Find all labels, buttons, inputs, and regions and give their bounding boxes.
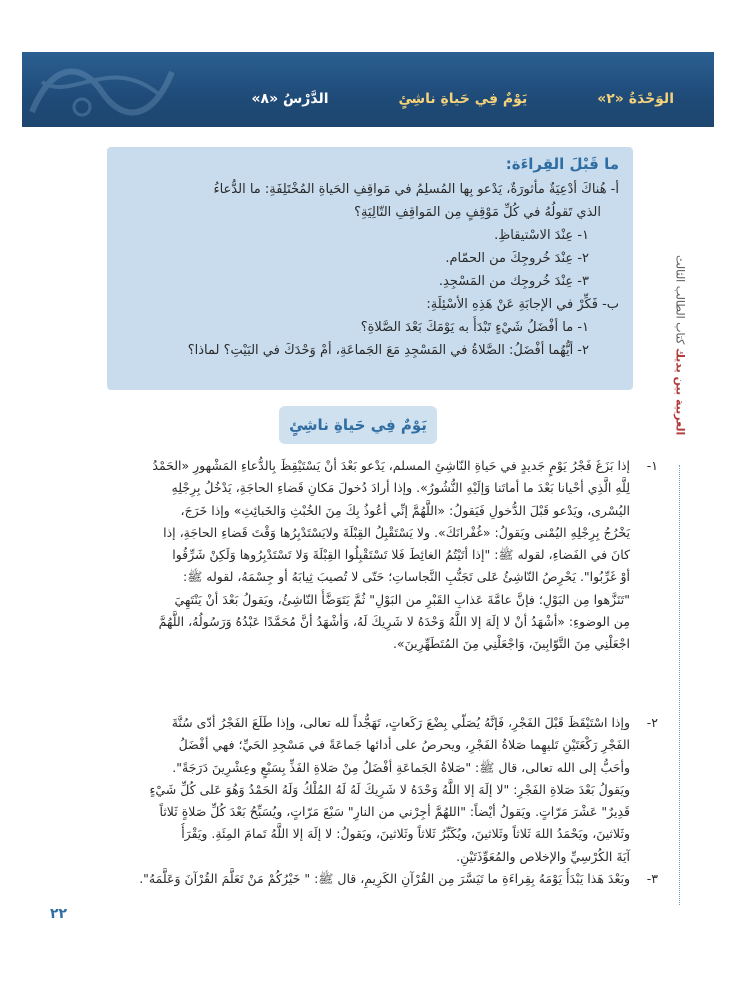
page-number: ٢٢ <box>50 906 68 922</box>
paragraph-number: ٣- <box>646 871 658 886</box>
reading-title: يَوْمٌ فِي حَياةِ ناشِئٍ <box>279 406 437 444</box>
paragraph-line: أوْ غَرِّبُوا". يَحْرِصُ النّاشِئُ عَلى تَجَنُّبِ النَّجاساتِ؛ حَتّى لا تُصيبَ ثِيابَهُ أو جِسْمَهُ، لقوله ﷺ: <box>183 569 630 585</box>
paragraph-line: مِن الوضوءِ: «أشْهَدُ أنْ لا إلَهَ إلا اللَّهُ وَحْدَهُ لا شَرِيكَ لَهُ، وَأشْهَدُ أنَّ مُحَمَّدًا عَبْدُهُ وَرَسُولُهُ، اللَّهُمَّ <box>158 614 630 630</box>
pre-reading-title: ما قَبْلَ القِراءَة: <box>505 155 619 173</box>
page-header <box>22 52 714 127</box>
paragraph-line: وبَعْدَ هَذا يَبْدَأُ يَوْمَهُ بِقِراءَةِ ما تَيَسَّرَ مِن القُرْآنِ الكَرِيمِ، قال ﷺ: " خَيْرُكُمْ مَنْ تَعَلَّمَ القُرْآنَ وَعَلَّمَهُ". <box>139 871 630 886</box>
pre-reading-line: الذي تَقولُهُ في كُلِّ مَوْقِفٍ مِن المَواقِفِ التّالِيَةِ؟ <box>354 205 601 220</box>
pre-reading-line: ٢- أيُّهُما أفْضَلُ: الصَّلاةُ في المَسْجِدِ مَعَ الجَماعَةِ، أمْ وَحْدَكَ في البَيْتِ؟ لماذا؟ <box>187 343 589 358</box>
unit-label: الوَحْدَةُ «٢» <box>597 91 674 107</box>
unit-title: يَوْمٌ فِي حَياةِ ناشِئٍ <box>398 91 528 107</box>
paragraph-number: ٢- <box>646 715 658 730</box>
paragraph-2 <box>78 712 658 868</box>
pre-reading-line: أ- هُناكَ أدْعِيَةٌ مأثورَةٌ، يَدْعو بِها المُسلِمُ في مَواقِفِ الحَياةِ المُخْتَلِفَةِ: ما الدُّعاءُ <box>213 182 619 197</box>
paragraph-line: "تَنَزَّهوا مِن البَوْلِ؛ فإنَّ عامَّةَ عَذابِ القَبْرِ من البَوْلِ" ثُمَّ يَتَوَضَّأُ النّاشِئُ، ويَقولُ بَعْدَ أنْ يَنْتَهِيَ <box>174 591 630 607</box>
paragraph-number: ١- <box>646 458 658 473</box>
paragraph-line: اليُسْرى، ويَدْعو قَبْلَ الدُّخولِ فَيَقولُ: «اللَّهُمَّ إنِّي أعُوذُ بِكَ مِنَ الخُبْثِ وَالخَبائِثِ» وإذا خَرَجَ، <box>180 502 630 518</box>
paragraph-3 <box>78 868 658 890</box>
paragraph-line: وأحَبُّ إلى الله تعالى، قال ﷺ: "صَلاةُ الجَماعَةِ أفْضَلُ مِنْ صَلاةِ الفَذِّ بِسَبْعٍ وعِشْرِينَ دَرَجَةً". <box>172 759 630 775</box>
paragraph-line: آيَةَ الكُرْسِيِّ والإخلاص والمُعَوِّذَتَيْنِ. <box>456 848 630 864</box>
paragraph-1 <box>78 455 658 656</box>
paragraph-line: كانَ في الفَضاءِ، لقوله ﷺ: "إذا أتَيْتُمُ الغائِطَ فَلا تَسْتَقْبِلُوا القِبْلَةَ وَلا تَسْتَدْبِرُوها وَلَكِنْ شَرِّقُوا <box>172 547 630 563</box>
paragraph-line: وإذا اسْتَيْقَظَ قَبْلَ الفَجْرِ، فَإنَّهُ يُصَلّي بِضْعَ رَكَعاتٍ، تَهَجُّداً لله تعالى، وإذا طَلَعَ الفَجْرُ أدّى سُنَّةَ <box>171 715 630 730</box>
paragraph-line: قَدِيرٌ" عَشْرَ مَرّاتٍ. ويَقولُ أيْضاً: "اللهُمَّ أجِرْني من النارِ" سَبْعَ مَرّاتٍ، ويُسَبِّحُ بَعْدَ كُلِّ صَلاةٍ ثَلاثاً <box>159 804 630 820</box>
paragraph-line: وثَلاثينَ، ويَحْمَدُ اللهَ ثَلاثاً وثَلاثينَ، ويُكَبِّرُ ثَلاثاً وثَلاثينَ، ويَقولُ: لا إلَهَ إلا اللَّهُ تَمامَ المِئَةِ. ويَقْرَأُ <box>181 826 630 842</box>
side-tab-text <box>674 255 687 435</box>
series-name: العربية بين يديك <box>673 347 687 436</box>
pre-reading-line: ١- ما أفْضَلُ شَيْءٍ تَبْدَأُ به يَوْمَكَ بَعْدَ الصَّلاةِ؟ <box>360 320 589 335</box>
book-name: كتاب الطالب الثالث <box>673 255 687 345</box>
side-divider <box>679 465 680 905</box>
paragraph-line: لِلَّهِ الَّذِي أحْيانا بَعْدَ ما أماتَنا وَإلَيْهِ النُّشُورُ». وإذا أرادَ دُخولَ مَكانِ قَضاءِ الحاجَةِ، يَدْخُلُ بِرِجْلِهِ <box>171 480 630 496</box>
paragraph-line: الفَجْرِ رَكْعَتَيْنِ تَليهِما صَلاةُ الفَجْرِ، ويحرصُ على أدائها جَماعَةً في مَسْجِدِ الحَيِّ؛ فهي أفْضَلُ <box>178 737 630 753</box>
paragraph-line: اجْعَلْنِي مِنَ التَّوّابِينَ، وَاجْعَلْنِي مِنَ المُتَطَهِّرِينَ». <box>392 636 630 652</box>
paragraph-line: ويَقولُ بَعْدَ صَلاةِ الفَجْرِ: "لا إلَهَ إلا اللَّهُ وَحْدَهُ لا شَرِيكَ لَهُ لَهُ المُلْكُ وَلَهُ الحَمْدُ وَهُوَ عَلى كُلِّ شَيْءٍ <box>149 781 630 797</box>
paragraph-line: يَخْرُجُ بِرِجْلِهِ اليُمْنى ويَقولُ: «غُفْرانَكَ». ولا يَسْتَقْبِلُ القِبْلَةَ ولايَسْتَدْبِرُها وَقْتَ قَضاءِ الحاجَةِ، إذا <box>163 524 630 540</box>
lesson-label: الدَّرْسُ «٨» <box>251 91 329 107</box>
pre-reading-line: ٢- عِنْدَ خُروجِكَ من الحمّام. <box>445 251 589 266</box>
side-tab <box>662 255 698 455</box>
paragraph-line: إذا بَزَغَ فَجْرُ يَوْمٍ جَديدٍ في حَياةِ النّاشِئِ المسلم، يَدْعو بَعْدَ أنْ يَسْتَيْقِظَ بِالدُّعاءِ المَشْهورِ «الحَمْدُ <box>152 458 630 473</box>
pre-reading-line: ب- فَكِّرْ في الإجابَةِ عَنْ هَذِهِ الأسْئِلَةِ: <box>426 297 619 312</box>
pre-reading-box <box>107 147 633 390</box>
pre-reading-line: ٣- عِنْدَ خُروجِك من المَسْجِدِ. <box>438 274 589 289</box>
pre-reading-line: ١- عِنْدَ الاسْتيقاظِ. <box>494 228 589 243</box>
